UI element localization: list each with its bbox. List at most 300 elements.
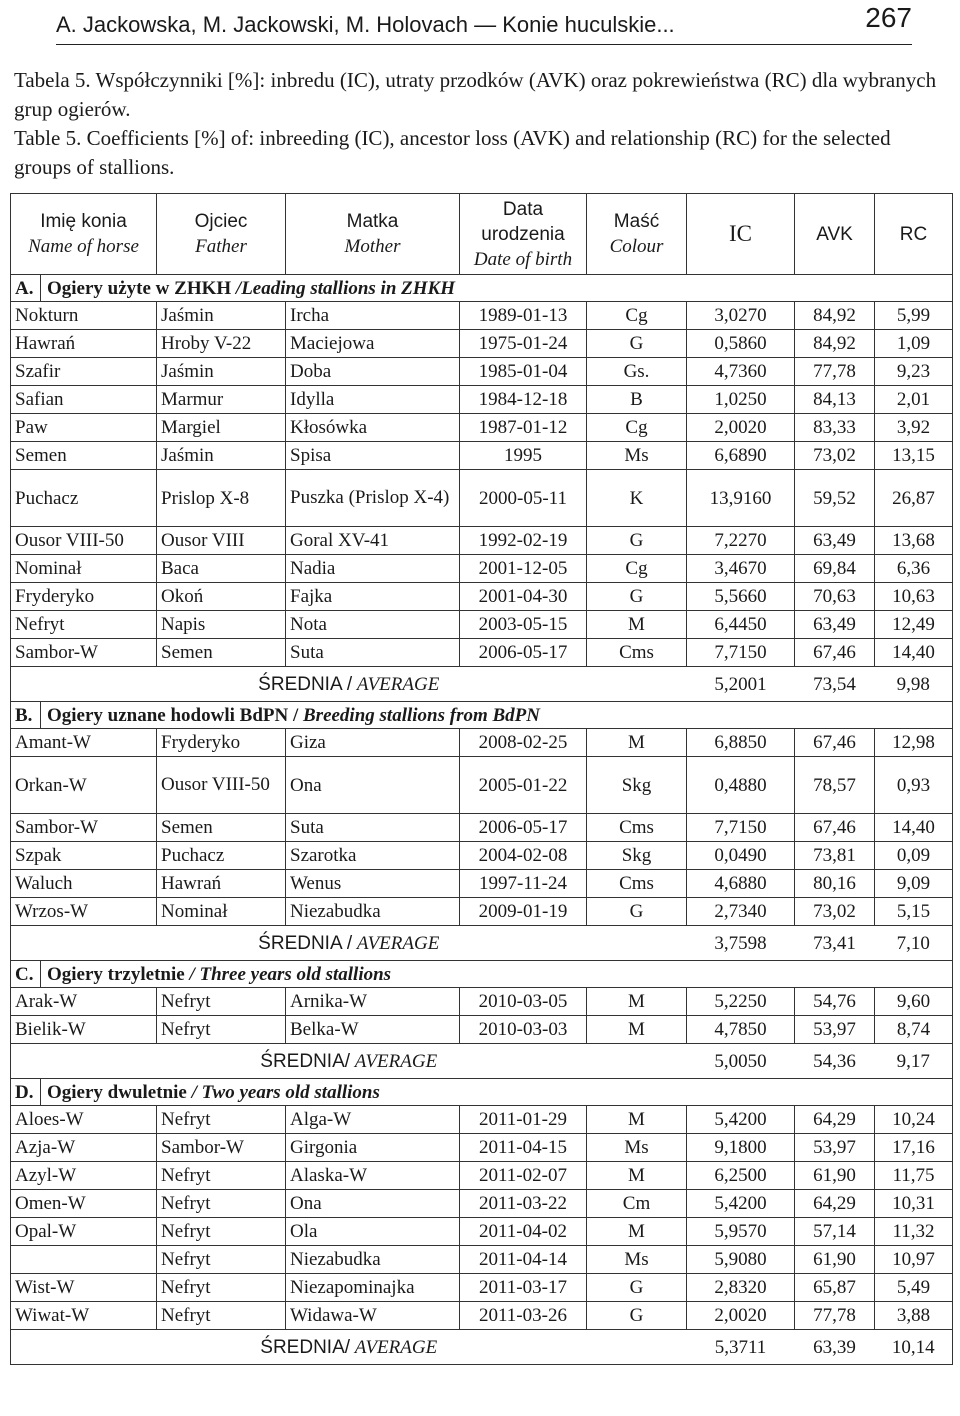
birth-date: 2001-04-30 xyxy=(460,583,587,611)
average-row xyxy=(11,1044,953,1079)
ic-value: 13,9160 xyxy=(687,470,795,527)
rc-value: 0,09 xyxy=(875,842,953,870)
mother: Nadia xyxy=(286,555,460,583)
avk-value: 73,81 xyxy=(795,842,875,870)
birth-date: 2010-03-03 xyxy=(460,1016,587,1044)
horse-name: Sambor-W xyxy=(11,639,157,667)
table-row xyxy=(11,1162,953,1190)
colour: M xyxy=(587,1106,687,1134)
colour: G xyxy=(587,898,687,926)
colour: Cms xyxy=(587,639,687,667)
col-ic: IC xyxy=(687,194,795,275)
colour: G xyxy=(587,1302,687,1330)
ic-value: 7,7150 xyxy=(687,814,795,842)
average-ic: 5,3711 xyxy=(687,1330,795,1365)
average-rc: 9,98 xyxy=(875,667,953,702)
colour: Cm xyxy=(587,1190,687,1218)
rc-value: 0,93 xyxy=(875,757,953,814)
mother: Arnika-W xyxy=(286,988,460,1016)
section-header xyxy=(11,702,953,729)
section-title-cell xyxy=(11,702,953,729)
colour: Skg xyxy=(587,842,687,870)
horse-name: Amant-W xyxy=(11,729,157,757)
horse-name: Paw xyxy=(11,414,157,442)
table-row xyxy=(11,470,953,527)
birth-date: 2011-04-14 xyxy=(460,1246,587,1274)
rc-value: 1,09 xyxy=(875,330,953,358)
father: Margiel xyxy=(157,414,286,442)
father: Nefryt xyxy=(157,1190,286,1218)
horse-name xyxy=(11,1246,157,1274)
ic-value: 5,9570 xyxy=(687,1218,795,1246)
horse-name: Nokturn xyxy=(11,302,157,330)
birth-date: 2000-05-11 xyxy=(460,470,587,527)
birth-date: 1995 xyxy=(460,442,587,470)
col-mother: Matka Mother xyxy=(286,194,460,275)
birth-date: 2011-02-07 xyxy=(460,1162,587,1190)
mother: Suta xyxy=(286,814,460,842)
average-row xyxy=(11,926,953,961)
horse-name: Azja-W xyxy=(11,1134,157,1162)
table-row xyxy=(11,1190,953,1218)
avk-value: 73,02 xyxy=(795,898,875,926)
avk-value: 78,57 xyxy=(795,757,875,814)
colour: Ms xyxy=(587,1246,687,1274)
ic-value: 9,1800 xyxy=(687,1134,795,1162)
avk-value: 67,46 xyxy=(795,814,875,842)
rc-value: 10,63 xyxy=(875,583,953,611)
section-letter: C. xyxy=(11,961,41,987)
birth-date: 2011-03-17 xyxy=(460,1274,587,1302)
ic-value: 5,4200 xyxy=(687,1190,795,1218)
horse-name: Nefryt xyxy=(11,611,157,639)
avk-value: 64,29 xyxy=(795,1106,875,1134)
average-label: ŚREDNIA / AVERAGE xyxy=(11,667,687,702)
average-avk: 73,41 xyxy=(795,926,875,961)
father: Nefryt xyxy=(157,1246,286,1274)
avk-value: 63,49 xyxy=(795,611,875,639)
table-row xyxy=(11,414,953,442)
ic-value: 3,0270 xyxy=(687,302,795,330)
horse-name: Szpak xyxy=(11,842,157,870)
avk-value: 77,78 xyxy=(795,358,875,386)
average-rc: 10,14 xyxy=(875,1330,953,1365)
colour: M xyxy=(587,611,687,639)
section-title: Ogiery użyte w ZHKH /Leading stallions in ZHKH xyxy=(47,277,455,299)
birth-date: 2004-02-08 xyxy=(460,842,587,870)
mother: Alga-W xyxy=(286,1106,460,1134)
page-header xyxy=(56,0,912,45)
father: Nefryt xyxy=(157,1016,286,1044)
rc-value: 8,74 xyxy=(875,1016,953,1044)
rc-value: 14,40 xyxy=(875,814,953,842)
ic-value: 3,4670 xyxy=(687,555,795,583)
rc-value: 5,15 xyxy=(875,898,953,926)
section-title-cell xyxy=(11,1079,953,1106)
mother: Ona xyxy=(286,1190,460,1218)
avk-value: 54,76 xyxy=(795,988,875,1016)
rc-value: 11,32 xyxy=(875,1218,953,1246)
ic-value: 5,5660 xyxy=(687,583,795,611)
table-row xyxy=(11,988,953,1016)
ic-value: 6,8850 xyxy=(687,729,795,757)
father: Marmur xyxy=(157,386,286,414)
father: Okoń xyxy=(157,583,286,611)
ic-value: 5,9080 xyxy=(687,1246,795,1274)
mother: Szarotka xyxy=(286,842,460,870)
ic-value: 5,2250 xyxy=(687,988,795,1016)
avk-value: 80,16 xyxy=(795,870,875,898)
col-colour: Maść Colour xyxy=(587,194,687,275)
father: Nefryt xyxy=(157,1106,286,1134)
mother: Idylla xyxy=(286,386,460,414)
table-row xyxy=(11,842,953,870)
mother: Giza xyxy=(286,729,460,757)
col-father: Ojciec Father xyxy=(157,194,286,275)
average-ic: 5,0050 xyxy=(687,1044,795,1079)
colour: M xyxy=(587,729,687,757)
avk-value: 61,90 xyxy=(795,1162,875,1190)
rc-value: 14,40 xyxy=(875,639,953,667)
birth-date: 1984-12-18 xyxy=(460,386,587,414)
colour: Cg xyxy=(587,302,687,330)
father: Jaśmin xyxy=(157,358,286,386)
table-row xyxy=(11,898,953,926)
avk-value: 83,33 xyxy=(795,414,875,442)
horse-name: Sambor-W xyxy=(11,814,157,842)
rc-value: 3,92 xyxy=(875,414,953,442)
col-rc: RC xyxy=(875,194,953,275)
table-row xyxy=(11,1016,953,1044)
birth-date: 2008-02-25 xyxy=(460,729,587,757)
mother: Doba xyxy=(286,358,460,386)
father: Ousor VIII xyxy=(157,527,286,555)
father: Semen xyxy=(157,814,286,842)
father: Baca xyxy=(157,555,286,583)
rc-value: 9,09 xyxy=(875,870,953,898)
avk-value: 61,90 xyxy=(795,1246,875,1274)
colour: Cg xyxy=(587,555,687,583)
table-row xyxy=(11,527,953,555)
mother: Suta xyxy=(286,639,460,667)
rc-value: 12,98 xyxy=(875,729,953,757)
avk-value: 59,52 xyxy=(795,470,875,527)
birth-date: 2003-05-15 xyxy=(460,611,587,639)
colour: M xyxy=(587,988,687,1016)
rc-value: 6,36 xyxy=(875,555,953,583)
average-rc: 7,10 xyxy=(875,926,953,961)
birth-date: 2005-01-22 xyxy=(460,757,587,814)
rc-value: 11,75 xyxy=(875,1162,953,1190)
average-label: ŚREDNIA/ AVERAGE xyxy=(11,1330,687,1365)
father: Napis xyxy=(157,611,286,639)
col-date: Data urodzenia Date of birth xyxy=(460,194,587,275)
colour: G xyxy=(587,527,687,555)
horse-name: Wiwat-W xyxy=(11,1302,157,1330)
avk-value: 67,46 xyxy=(795,729,875,757)
average-ic: 3,7598 xyxy=(687,926,795,961)
horse-name: Omen-W xyxy=(11,1190,157,1218)
avk-value: 73,02 xyxy=(795,442,875,470)
table-row xyxy=(11,330,953,358)
avk-value: 70,63 xyxy=(795,583,875,611)
average-avk: 73,54 xyxy=(795,667,875,702)
ic-value: 4,7360 xyxy=(687,358,795,386)
birth-date: 2011-04-15 xyxy=(460,1134,587,1162)
rc-value: 10,31 xyxy=(875,1190,953,1218)
running-title: A. Jackowska, M. Jackowski, M. Holovach — Konie huculskie... xyxy=(56,12,675,37)
birth-date: 1997-11-24 xyxy=(460,870,587,898)
horse-name: Orkan-W xyxy=(11,757,157,814)
horse-name: Szafir xyxy=(11,358,157,386)
colour: Cms xyxy=(587,814,687,842)
horse-name: Bielik-W xyxy=(11,1016,157,1044)
colour: G xyxy=(587,1274,687,1302)
horse-name: Arak-W xyxy=(11,988,157,1016)
colour: G xyxy=(587,330,687,358)
colour: Gs. xyxy=(587,358,687,386)
ic-value: 0,5860 xyxy=(687,330,795,358)
father: Hawrań xyxy=(157,870,286,898)
section-header xyxy=(11,1079,953,1106)
birth-date: 2006-05-17 xyxy=(460,814,587,842)
ic-value: 7,2270 xyxy=(687,527,795,555)
father: Nominał xyxy=(157,898,286,926)
father: Nefryt xyxy=(157,1274,286,1302)
page-number: 267 xyxy=(865,2,912,33)
table-caption xyxy=(14,66,944,182)
colour: G xyxy=(587,583,687,611)
colour: K xyxy=(587,470,687,527)
ic-value: 7,7150 xyxy=(687,639,795,667)
father: Nefryt xyxy=(157,1218,286,1246)
father: Nefryt xyxy=(157,1302,286,1330)
rc-value: 13,68 xyxy=(875,527,953,555)
horse-name: Ousor VIII-50 xyxy=(11,527,157,555)
header-row xyxy=(11,194,953,275)
father: Sambor-W xyxy=(157,1134,286,1162)
section-title: Ogiery trzyletnie / Three years old stallions xyxy=(47,963,392,985)
birth-date: 2011-03-26 xyxy=(460,1302,587,1330)
mother: Girgonia xyxy=(286,1134,460,1162)
table-row xyxy=(11,757,953,814)
rc-value: 10,97 xyxy=(875,1246,953,1274)
table-row xyxy=(11,583,953,611)
mother: Nota xyxy=(286,611,460,639)
table-row xyxy=(11,611,953,639)
rc-value: 5,99 xyxy=(875,302,953,330)
rc-value: 5,49 xyxy=(875,1274,953,1302)
section-header xyxy=(11,275,953,302)
father: Semen xyxy=(157,639,286,667)
average-row xyxy=(11,1330,953,1365)
mother: Kłosówka xyxy=(286,414,460,442)
father: Nefryt xyxy=(157,988,286,1016)
table-row xyxy=(11,1106,953,1134)
mother: Ola xyxy=(286,1218,460,1246)
rc-value: 17,16 xyxy=(875,1134,953,1162)
table-row xyxy=(11,1246,953,1274)
table-row xyxy=(11,1274,953,1302)
table-row xyxy=(11,1218,953,1246)
rc-value: 12,49 xyxy=(875,611,953,639)
mother: Widawa-W xyxy=(286,1302,460,1330)
section-letter: D. xyxy=(11,1079,41,1105)
section-title-cell xyxy=(11,275,953,302)
mother: Niezapominajka xyxy=(286,1274,460,1302)
caption-pl: Tabela 5. Współczynniki [%]: inbredu (IC), utraty przodków (AVK) oraz pokrewieństwa (RC) dla wybranych grup ogierów. xyxy=(14,68,937,121)
colour: Skg xyxy=(587,757,687,814)
horse-name: Wrzos-W xyxy=(11,898,157,926)
mother: Puszka (Prislop X-4) xyxy=(286,470,460,527)
mother: Niezabudka xyxy=(286,898,460,926)
section-letter: B. xyxy=(11,702,41,728)
average-ic: 5,2001 xyxy=(687,667,795,702)
father: Ousor VIII-50 xyxy=(157,757,286,814)
avk-value: 57,14 xyxy=(795,1218,875,1246)
table-row xyxy=(11,639,953,667)
birth-date: 2011-01-29 xyxy=(460,1106,587,1134)
mother: Ona xyxy=(286,757,460,814)
section-title-cell xyxy=(11,961,953,988)
birth-date: 1989-01-13 xyxy=(460,302,587,330)
average-label: ŚREDNIA/ AVERAGE xyxy=(11,1044,687,1079)
horse-name: Wist-W xyxy=(11,1274,157,1302)
ic-value: 1,0250 xyxy=(687,386,795,414)
avk-value: 84,92 xyxy=(795,330,875,358)
ic-value: 0,4880 xyxy=(687,757,795,814)
table-row xyxy=(11,1302,953,1330)
birth-date: 1985-01-04 xyxy=(460,358,587,386)
birth-date: 2006-05-17 xyxy=(460,639,587,667)
mother: Goral XV-41 xyxy=(286,527,460,555)
ic-value: 6,2500 xyxy=(687,1162,795,1190)
ic-value: 4,7850 xyxy=(687,1016,795,1044)
horse-name: Semen xyxy=(11,442,157,470)
mother: Maciejowa xyxy=(286,330,460,358)
colour: Cg xyxy=(587,414,687,442)
mother: Alaska-W xyxy=(286,1162,460,1190)
avk-value: 64,29 xyxy=(795,1190,875,1218)
table-row xyxy=(11,555,953,583)
mother: Ircha xyxy=(286,302,460,330)
father: Jaśmin xyxy=(157,302,286,330)
stallions-table xyxy=(10,193,953,1365)
table-row xyxy=(11,729,953,757)
birth-date: 2010-03-05 xyxy=(460,988,587,1016)
section-title: Ogiery dwuletnie / Two years old stallions xyxy=(47,1081,380,1103)
section-header xyxy=(11,961,953,988)
horse-name: Nominał xyxy=(11,555,157,583)
colour: M xyxy=(587,1218,687,1246)
horse-name: Aloes-W xyxy=(11,1106,157,1134)
mother: Fajka xyxy=(286,583,460,611)
father: Prislop X-8 xyxy=(157,470,286,527)
horse-name: Azyl-W xyxy=(11,1162,157,1190)
rc-value: 10,24 xyxy=(875,1106,953,1134)
average-rc: 9,17 xyxy=(875,1044,953,1079)
birth-date: 1975-01-24 xyxy=(460,330,587,358)
horse-name: Opal-W xyxy=(11,1218,157,1246)
birth-date: 2011-04-02 xyxy=(460,1218,587,1246)
birth-date: 2009-01-19 xyxy=(460,898,587,926)
mother: Spisa xyxy=(286,442,460,470)
father: Puchacz xyxy=(157,842,286,870)
horse-name: Waluch xyxy=(11,870,157,898)
mother: Wenus xyxy=(286,870,460,898)
avk-value: 65,87 xyxy=(795,1274,875,1302)
average-avk: 54,36 xyxy=(795,1044,875,1079)
ic-value: 6,4450 xyxy=(687,611,795,639)
table-row xyxy=(11,870,953,898)
average-label: ŚREDNIA / AVERAGE xyxy=(11,926,687,961)
colour: Ms xyxy=(587,1134,687,1162)
avk-value: 77,78 xyxy=(795,1302,875,1330)
avk-value: 84,92 xyxy=(795,302,875,330)
ic-value: 2,8320 xyxy=(687,1274,795,1302)
rc-value: 13,15 xyxy=(875,442,953,470)
avk-value: 53,97 xyxy=(795,1134,875,1162)
table-row xyxy=(11,442,953,470)
table-row xyxy=(11,1134,953,1162)
ic-value: 2,0020 xyxy=(687,414,795,442)
average-avk: 63,39 xyxy=(795,1330,875,1365)
horse-name: Puchacz xyxy=(11,470,157,527)
ic-value: 0,0490 xyxy=(687,842,795,870)
rc-value: 26,87 xyxy=(875,470,953,527)
ic-value: 6,6890 xyxy=(687,442,795,470)
avk-value: 84,13 xyxy=(795,386,875,414)
birth-date: 2011-03-22 xyxy=(460,1190,587,1218)
col-name: Imię konia Name of horse xyxy=(11,194,157,275)
father: Nefryt xyxy=(157,1162,286,1190)
table-row xyxy=(11,814,953,842)
colour: B xyxy=(587,386,687,414)
rc-value: 9,60 xyxy=(875,988,953,1016)
colour: M xyxy=(587,1162,687,1190)
section-letter: A. xyxy=(11,275,41,301)
birth-date: 1987-01-12 xyxy=(460,414,587,442)
horse-name: Hawrań xyxy=(11,330,157,358)
ic-value: 2,0020 xyxy=(687,1302,795,1330)
avk-value: 63,49 xyxy=(795,527,875,555)
col-avk: AVK xyxy=(795,194,875,275)
horse-name: Fryderyko xyxy=(11,583,157,611)
ic-value: 4,6880 xyxy=(687,870,795,898)
birth-date: 2001-12-05 xyxy=(460,555,587,583)
father: Fryderyko xyxy=(157,729,286,757)
table-row xyxy=(11,386,953,414)
avk-value: 69,84 xyxy=(795,555,875,583)
colour: Ms xyxy=(587,442,687,470)
rc-value: 3,88 xyxy=(875,1302,953,1330)
section-title: Ogiery uznane hodowli BdPN / Breeding stallions from BdPN xyxy=(47,704,540,726)
ic-value: 2,7340 xyxy=(687,898,795,926)
birth-date: 1992-02-19 xyxy=(460,527,587,555)
father: Jaśmin xyxy=(157,442,286,470)
ic-value: 5,4200 xyxy=(687,1106,795,1134)
mother: Niezabudka xyxy=(286,1246,460,1274)
horse-name: Safian xyxy=(11,386,157,414)
average-row xyxy=(11,667,953,702)
father: Hroby V-22 xyxy=(157,330,286,358)
rc-value: 2,01 xyxy=(875,386,953,414)
table-row xyxy=(11,358,953,386)
table-row xyxy=(11,302,953,330)
rc-value: 9,23 xyxy=(875,358,953,386)
caption-en: Table 5. Coefficients [%] of: inbreeding (IC), ancestor loss (AVK) and relationship (RC) for the selected groups of stallions. xyxy=(14,126,891,179)
mother: Belka-W xyxy=(286,1016,460,1044)
